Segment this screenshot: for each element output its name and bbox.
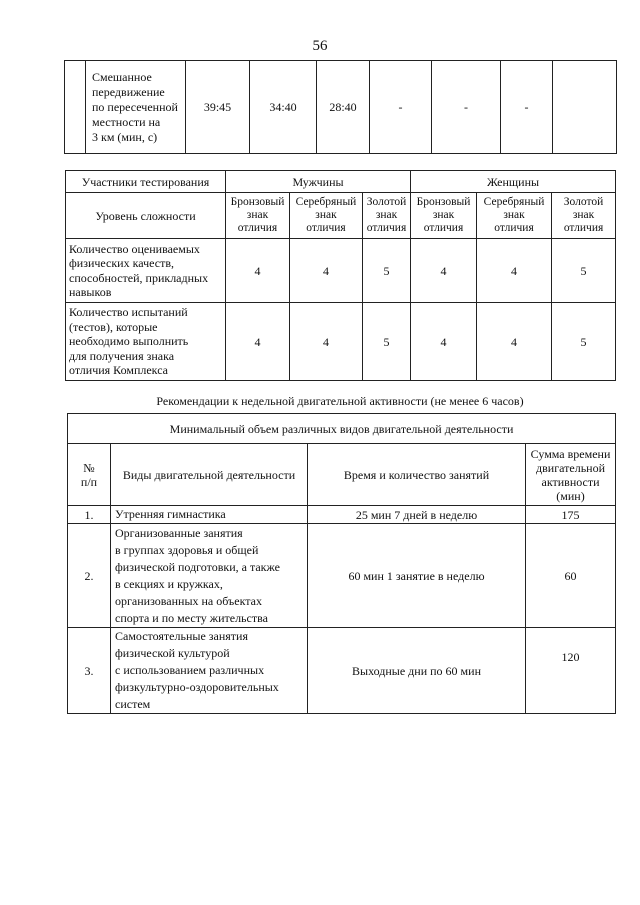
value-cell: 5: [363, 239, 411, 303]
men-header: Мужчины: [226, 171, 411, 193]
table-row: [66, 171, 616, 193]
time-header: Время и количество занятий: [308, 444, 526, 506]
table-row: [66, 303, 616, 381]
badge-header: Бронзовый знак отличия: [411, 193, 477, 239]
num-cell: 2.: [68, 524, 111, 628]
participants-header: Участники тестирования: [66, 171, 226, 193]
num-cell: 3.: [68, 628, 111, 714]
value-cell: 34:40: [250, 61, 317, 154]
standards-table-continuation: [64, 60, 617, 154]
badge-header: Серебряный знак отличия: [477, 193, 552, 239]
kind-header: Виды двигательной деятельности: [111, 444, 308, 506]
value-cell: 5: [363, 303, 411, 381]
activity-table-title: Минимальный объем различных видов двигательной деятельности: [68, 414, 616, 444]
value-cell: -: [370, 61, 432, 154]
num-header: № п/п: [68, 444, 111, 506]
sum-cell: 120: [526, 628, 616, 714]
value-cell: 4: [290, 303, 363, 381]
value-cell: 4: [226, 239, 290, 303]
table-row: [68, 414, 616, 444]
row-label: Количество оцениваемых физических качеств, способностей, прикладных навыков: [66, 239, 226, 303]
value-cell: 4: [226, 303, 290, 381]
sum-cell: 60: [526, 524, 616, 628]
table-row: [68, 444, 616, 506]
badge-header: Серебряный знак отличия: [290, 193, 363, 239]
kind-cell: Самостоятельные занятия физической культурой с использованием различных физкультурно-оздоровительных систем: [111, 628, 308, 714]
badge-header: Бронзовый знак отличия: [226, 193, 290, 239]
value-cell: 5: [552, 303, 616, 381]
time-cell: Выходные дни по 60 мин: [308, 628, 526, 714]
value-cell: [553, 61, 617, 154]
badge-requirements-table: [65, 170, 616, 381]
kind-cell: Утренняя гимнастика: [111, 506, 308, 524]
label-line: Смешанное: [92, 69, 152, 84]
value-cell: 4: [411, 303, 477, 381]
num-cell: 1.: [68, 506, 111, 524]
recommendations-caption: Рекомендации к недельной двигательной активности (не менее 6 часов): [156, 394, 524, 408]
time-cell: 60 мин 1 занятие в неделю: [308, 524, 526, 628]
kind-cell: Организованные занятия в группах здоровья и общей физической подготовки, а также в секциях и кружках, организованных на объектах спорта и по месту жительства: [111, 524, 308, 628]
value-cell: 39:45: [186, 61, 250, 154]
women-header: Женщины: [411, 171, 616, 193]
value-cell: 28:40: [317, 61, 370, 154]
value-cell: -: [432, 61, 501, 154]
badge-header: Золотой знак отличия: [552, 193, 616, 239]
activity-table: [67, 413, 616, 714]
table-row: [66, 239, 616, 303]
value-cell: 4: [477, 239, 552, 303]
value-cell: -: [501, 61, 553, 154]
badge-header: Золотой знак отличия: [363, 193, 411, 239]
page-number: 56: [312, 38, 328, 54]
discipline-label: [86, 61, 186, 154]
table-row: [68, 506, 616, 524]
sum-cell: 175: [526, 506, 616, 524]
table-row: [66, 193, 616, 239]
value-cell: 4: [290, 239, 363, 303]
level-header: Уровень сложности: [66, 193, 226, 239]
row-label: Количество испытаний (тестов), которые необходимо выполнить для получения знака отличия Комплекса: [66, 303, 226, 381]
time-cell: 25 мин 7 дней в неделю: [308, 506, 526, 524]
table-row: [68, 628, 616, 714]
value-cell: 5: [552, 239, 616, 303]
number-cell: [65, 61, 86, 154]
label-line: местности на: [92, 114, 161, 129]
label-line: передвижение: [92, 84, 165, 99]
table-row: [68, 524, 616, 628]
label-line: 3 км (мин, с): [92, 129, 158, 144]
value-cell: 4: [477, 303, 552, 381]
label-line: по пересеченной: [92, 99, 178, 114]
sum-header: Сумма времени двигательной активности (мин): [526, 444, 616, 506]
table-row: [65, 61, 617, 154]
value-cell: 4: [411, 239, 477, 303]
